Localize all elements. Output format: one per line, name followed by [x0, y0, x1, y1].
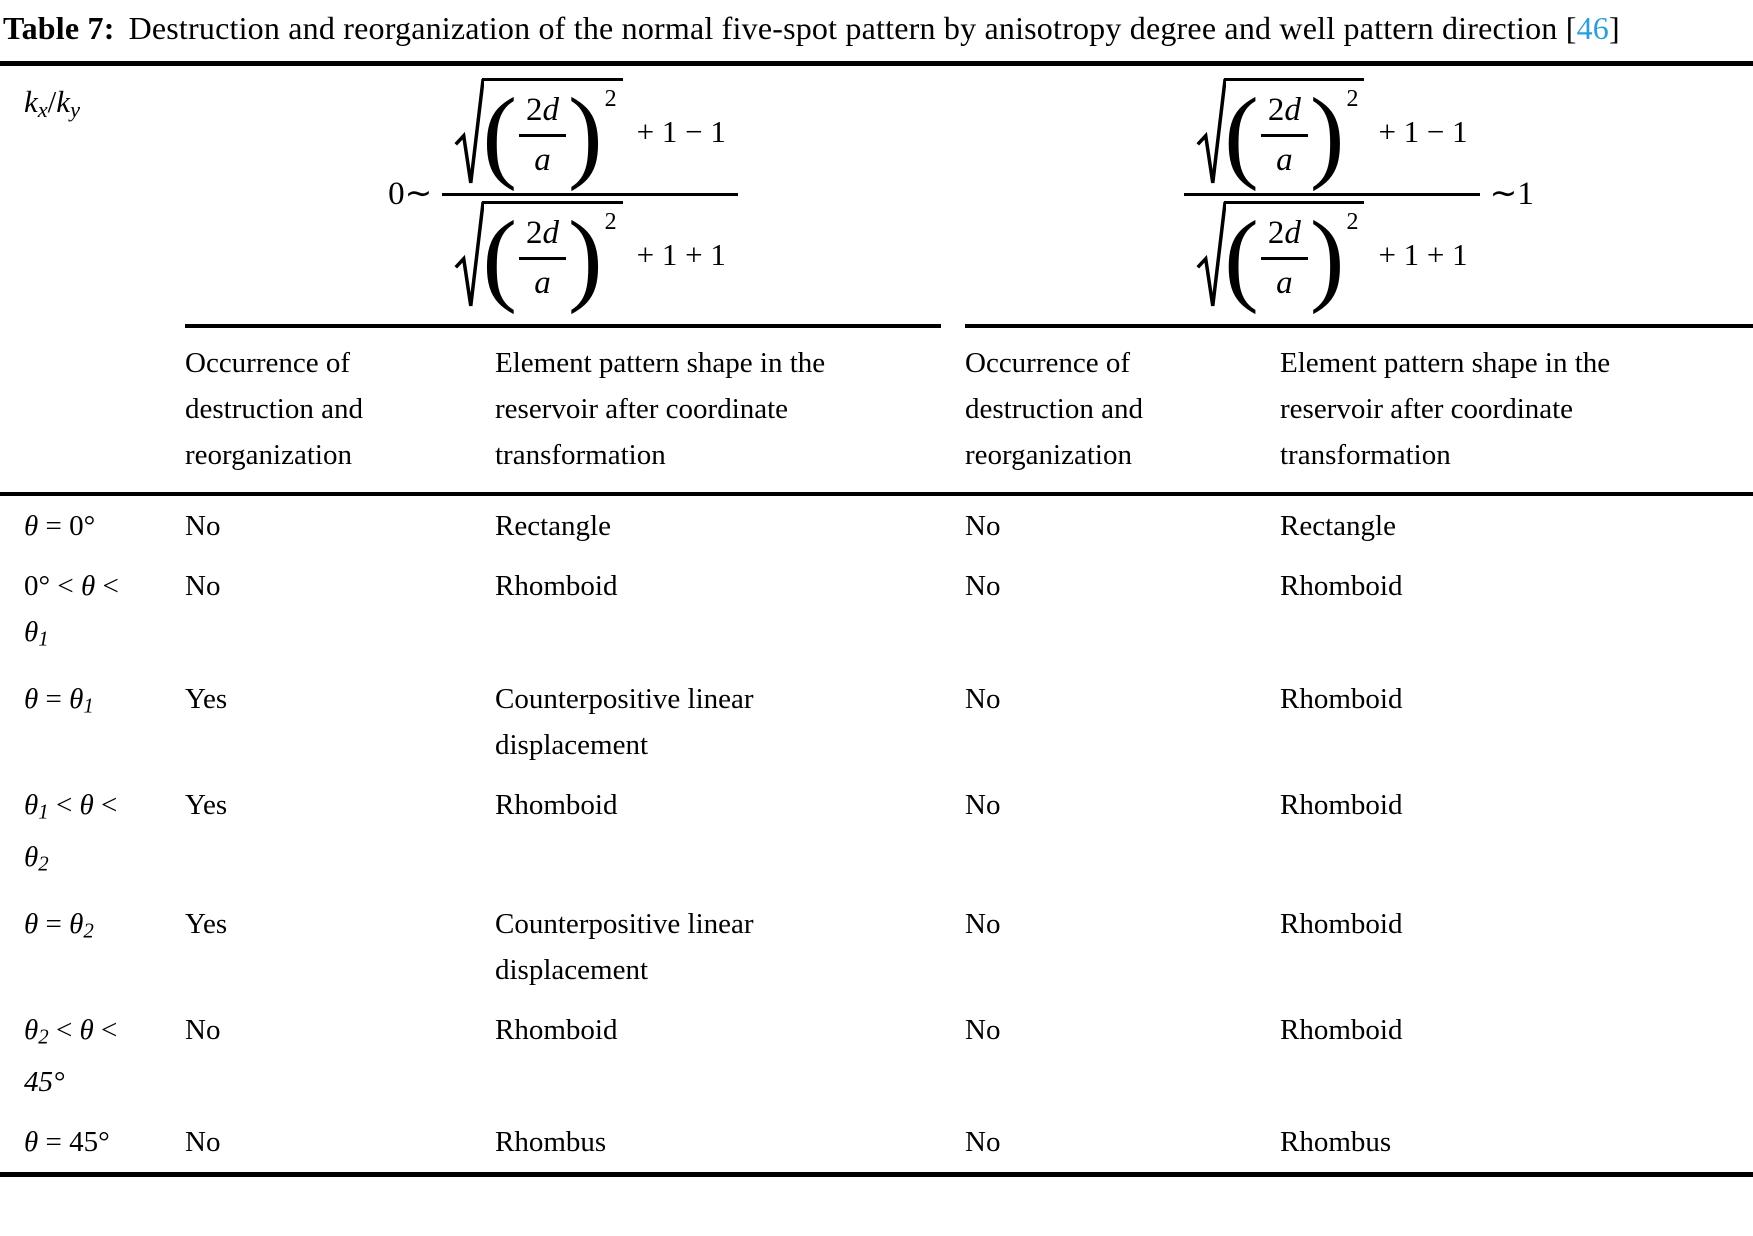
formula-right-suffix: ∼1: [1489, 176, 1534, 212]
formula-left: [388, 77, 738, 315]
row-label-theta-range: 0° < θ < θ1: [24, 570, 119, 651]
anisotropy-group-high-span: [965, 66, 1753, 328]
col-header-element-left: Element pattern shape in the reservoir after coordinate transformation: [495, 328, 965, 494]
sqrt-expression: [1196, 200, 1364, 315]
radical-sign-icon: [1196, 201, 1226, 308]
fraction-2d-over-a: 2d a: [519, 92, 566, 179]
cell-occurrence-left: Yes: [185, 788, 228, 821]
page-title: [3, 6, 1751, 51]
paren-open: (: [482, 77, 517, 192]
anisotropy-table: [0, 61, 1753, 1177]
row-label-theta-range: θ2 < θ < 45°: [24, 1013, 118, 1099]
cell-element-shape-left: Rectangle: [495, 510, 611, 542]
k-ratio-header: kx/ky: [24, 84, 80, 122]
cell-element-shape-left: Counterpositive linear displacement: [495, 907, 754, 986]
cell-element-shape-right: Rhombus: [1280, 1126, 1392, 1159]
cell-element-shape-right: Rectangle: [1280, 510, 1396, 542]
col-header-occurrence-left: Occurrence of destruction and reorganization: [185, 328, 495, 494]
anisotropy-group-low-span: [185, 66, 941, 328]
exponent: 2: [1346, 86, 1359, 112]
denominator-tail: + 1 + 1: [636, 236, 726, 272]
col-header-element-right: Element pattern shape in the reservoir after coordinate transformation: [1280, 328, 1753, 494]
fraction-2d-over-a: 2d a: [1261, 215, 1308, 302]
fraction-2d-over-a: 2d a: [1261, 92, 1308, 179]
table-row: [0, 775, 1753, 894]
row-label-theta-range: θ = 45°: [24, 1126, 110, 1159]
cell-occurrence-right: No: [965, 1013, 1001, 1046]
numerator-tail: + 1 − 1: [1378, 113, 1468, 149]
row-label-theta-range: θ = 0°: [24, 510, 96, 542]
col-header-occurrence-right: Occurrence of destruction and reorganization: [965, 328, 1280, 494]
cell-element-shape-right: Rhomboid: [1280, 682, 1403, 715]
exponent: 2: [1346, 209, 1359, 235]
cell-occurrence-right: No: [965, 1126, 1001, 1159]
table-row: [0, 494, 1753, 556]
anisotropy-group-high: [965, 64, 1753, 329]
fraction-2d-over-a: 2d a: [519, 215, 566, 302]
cell-element-shape-left: Rhomboid: [495, 570, 618, 602]
cell-element-shape-right: Rhomboid: [1280, 570, 1403, 602]
row-label-theta-range: θ = θ2: [24, 907, 94, 943]
citation-link[interactable]: 46: [1576, 10, 1609, 46]
cell-occurrence-left: Yes: [185, 682, 228, 715]
cell-occurrence-left: No: [185, 1013, 221, 1046]
radical-sign-icon: [1196, 78, 1226, 185]
sqrt-expression: [454, 200, 622, 315]
cell-occurrence-right: No: [965, 682, 1001, 715]
cell-occurrence-left: No: [185, 1126, 221, 1159]
exponent: 2: [604, 209, 617, 235]
cell-occurrence-left: No: [185, 570, 221, 602]
anisotropy-group-low: [185, 64, 965, 329]
cell-element-shape-right: Rhomboid: [1280, 907, 1403, 940]
paren-open: (: [1224, 77, 1259, 192]
radical-sign-icon: [454, 201, 484, 308]
cell-occurrence-right: No: [965, 788, 1001, 821]
cell-occurrence-left: Yes: [185, 907, 228, 940]
formula-right: [1184, 77, 1534, 315]
paren-open: (: [1224, 200, 1259, 315]
table-caption-text: Destruction and reorganization of the normal five-spot pattern by anisotropy degree and well pattern direction: [128, 10, 1558, 46]
cell-element-shape-left: Rhomboid: [495, 1013, 618, 1046]
formula-header-row: [0, 64, 1753, 329]
cell-occurrence-right: No: [965, 907, 1001, 940]
numerator-tail: + 1 − 1: [636, 113, 726, 149]
subheader-row: [0, 328, 1753, 494]
denominator-tail: + 1 + 1: [1378, 236, 1468, 272]
paren-open: (: [482, 200, 517, 315]
formula-left-fraction: [442, 77, 738, 315]
cell-element-shape-right: Rhomboid: [1280, 788, 1403, 821]
cell-occurrence-right: No: [965, 510, 1001, 542]
table-row: [0, 556, 1753, 669]
cell-element-shape-left: Rhomboid: [495, 788, 618, 821]
paren-close: ): [1309, 77, 1345, 192]
table-row: [0, 1112, 1753, 1175]
cell-element-shape-right: Rhomboid: [1280, 1013, 1403, 1046]
cell-element-shape-left: Counterpositive linear displacement: [495, 682, 754, 761]
exponent: 2: [604, 86, 617, 112]
row-label-theta-range: θ1 < θ < θ2: [24, 788, 118, 876]
table-row: [0, 894, 1753, 1000]
table-body: [0, 494, 1753, 1175]
sqrt-expression: [1196, 77, 1364, 192]
cell-occurrence-right: No: [965, 570, 1001, 602]
table-row: [0, 1000, 1753, 1113]
table-number-label: Table 7:: [3, 10, 115, 46]
cell-occurrence-left: No: [185, 510, 221, 542]
subheader-empty: [0, 328, 185, 494]
formula-right-fraction: [1184, 77, 1480, 315]
table-row: [0, 669, 1753, 775]
row-label-theta-range: θ = θ1: [24, 682, 94, 718]
radical-sign-icon: [454, 78, 484, 185]
citation-bracket-open: [: [1565, 10, 1577, 46]
paren-close: ): [567, 77, 603, 192]
sqrt-expression: [454, 77, 622, 192]
cell-element-shape-left: Rhombus: [495, 1126, 607, 1159]
citation-bracket-close: ]: [1608, 10, 1620, 46]
formula-left-prefix: 0∼: [388, 176, 433, 212]
paren-close: ): [1309, 200, 1345, 315]
paren-close: ): [567, 200, 603, 315]
